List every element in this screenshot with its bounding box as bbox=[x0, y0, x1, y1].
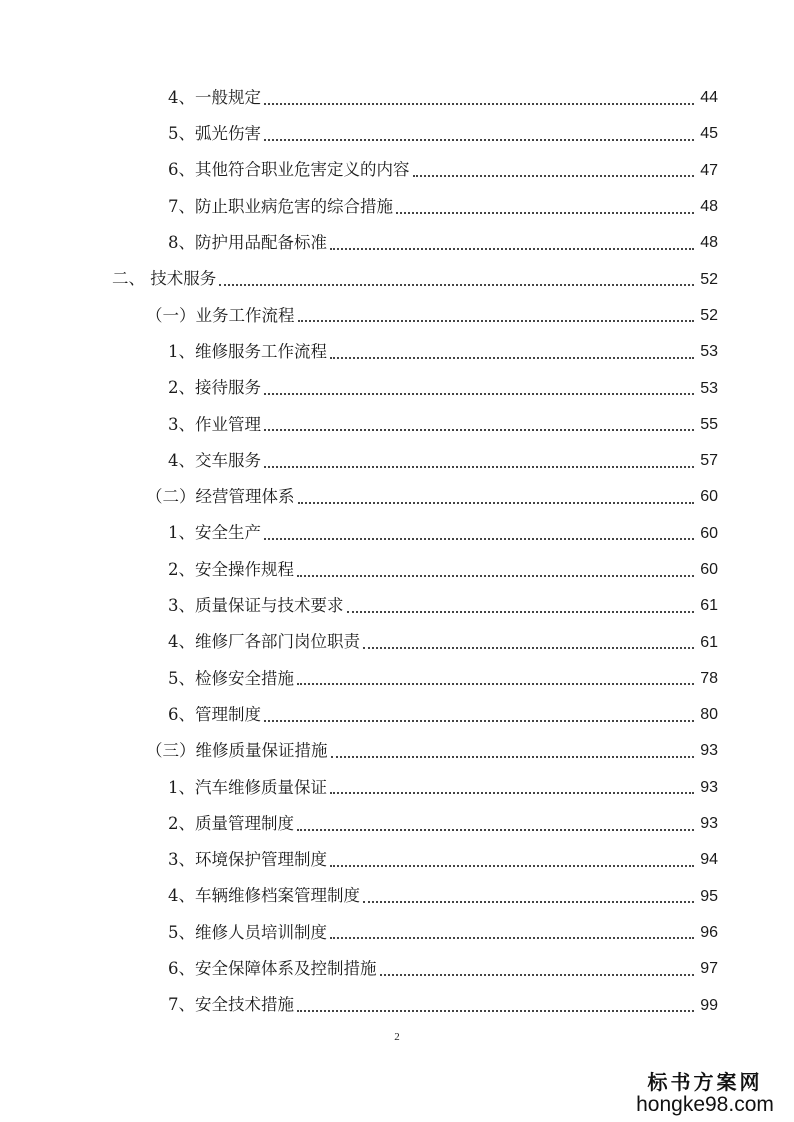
toc-entry-label: 6、安全保障体系及控制措施 bbox=[168, 959, 377, 979]
toc-dot-leader bbox=[347, 610, 695, 613]
toc-entry-page: 95 bbox=[700, 887, 718, 905]
toc-entry-page: 93 bbox=[700, 815, 718, 833]
toc-dot-leader bbox=[297, 682, 694, 685]
toc-dot-leader bbox=[297, 574, 694, 577]
toc-entry-page: 60 bbox=[700, 561, 718, 578]
toc-entry[interactable] bbox=[0, 770, 794, 806]
toc-dot-leader bbox=[330, 791, 694, 794]
toc-dot-leader bbox=[380, 973, 695, 976]
toc-entry[interactable] bbox=[0, 153, 794, 189]
toc-entry-page: 93 bbox=[700, 778, 718, 796]
toc-entry-page: 53 bbox=[700, 343, 718, 361]
toc-entry-label: 5、维修人员培训制度 bbox=[168, 922, 327, 942]
toc-entry-label: 5、弧光伤害 bbox=[168, 124, 261, 144]
toc-dot-leader bbox=[264, 392, 694, 395]
toc-entry-label: 6、其他符合职业危害定义的内容 bbox=[168, 160, 410, 180]
toc-entry-label: 3、作业管理 bbox=[168, 414, 261, 434]
toc-entry[interactable] bbox=[0, 879, 794, 915]
toc-entry[interactable] bbox=[0, 516, 794, 552]
toc-dot-leader bbox=[330, 936, 694, 939]
toc-dot-leader bbox=[264, 428, 694, 431]
toc-entry[interactable] bbox=[0, 624, 794, 660]
toc-entry-page: 99 bbox=[700, 996, 718, 1014]
toc-entry[interactable] bbox=[0, 298, 794, 334]
toc-dot-leader bbox=[264, 102, 694, 105]
toc-dot-leader bbox=[330, 864, 694, 867]
toc-entry-page: 61 bbox=[700, 633, 718, 651]
toc-entry[interactable] bbox=[0, 806, 794, 842]
toc-dot-leader bbox=[413, 174, 695, 177]
toc-entry-label: 4、车辆维修档案管理制度 bbox=[168, 886, 360, 906]
table-of-contents bbox=[0, 80, 794, 1024]
toc-entry-label: 7、安全技术措施 bbox=[168, 995, 294, 1015]
toc-dot-leader bbox=[264, 138, 694, 141]
toc-entry-label: 2、接待服务 bbox=[168, 378, 261, 398]
toc-dot-leader bbox=[396, 211, 694, 214]
toc-entry-page: 97 bbox=[700, 960, 718, 978]
toc-entry-label: 7、防止职业病危害的综合措施 bbox=[168, 196, 393, 216]
watermark-title: 标书方案网 bbox=[647, 1069, 763, 1094]
toc-entry-label: 8、防护用品配备标准 bbox=[168, 233, 327, 253]
toc-entry-label: 1、安全生产 bbox=[168, 523, 261, 543]
toc-entry-page: 60 bbox=[700, 488, 718, 506]
toc-dot-leader bbox=[297, 1009, 694, 1012]
toc-entry-label: 5、检修安全措施 bbox=[168, 668, 294, 688]
toc-dot-leader bbox=[363, 900, 694, 903]
toc-entry-page: 57 bbox=[700, 452, 718, 470]
toc-entry-label: 二、 技术服务 bbox=[112, 269, 217, 289]
toc-dot-leader bbox=[331, 755, 695, 758]
toc-entry-label: 2、质量管理制度 bbox=[168, 813, 294, 833]
toc-entry-label: （一）业务工作流程 bbox=[146, 305, 295, 325]
toc-entry-label: 4、维修厂各部门岗位职责 bbox=[168, 632, 360, 652]
toc-entry-label: 1、维修服务工作流程 bbox=[168, 341, 327, 361]
toc-entry-label: 3、质量保证与技术要求 bbox=[168, 596, 344, 616]
toc-dot-leader bbox=[298, 501, 695, 504]
toc-entry-label: 3、环境保护管理制度 bbox=[168, 850, 327, 870]
toc-entry-label: 4、交车服务 bbox=[168, 450, 261, 470]
toc-entry[interactable] bbox=[0, 842, 794, 878]
toc-dot-leader bbox=[264, 719, 694, 722]
toc-entry-label: 1、汽车维修质量保证 bbox=[168, 777, 327, 797]
toc-entry-page: 52 bbox=[700, 270, 718, 288]
toc-entry[interactable] bbox=[0, 189, 794, 225]
page-number: 2 bbox=[394, 1031, 400, 1043]
toc-entry[interactable] bbox=[0, 370, 794, 406]
toc-entry-label: 6、管理制度 bbox=[168, 704, 261, 724]
toc-dot-leader bbox=[297, 828, 694, 831]
toc-dot-leader bbox=[298, 319, 695, 322]
toc-entry[interactable] bbox=[0, 225, 794, 261]
toc-entry-page: 93 bbox=[700, 742, 718, 760]
toc-entry[interactable] bbox=[0, 951, 794, 987]
toc-entry-page: 53 bbox=[700, 379, 718, 397]
toc-dot-leader bbox=[219, 283, 694, 286]
toc-entry-page: 47 bbox=[700, 161, 718, 179]
toc-entry[interactable] bbox=[0, 479, 794, 515]
toc-entry-page: 80 bbox=[700, 706, 718, 724]
toc-entry-page: 78 bbox=[700, 669, 718, 687]
toc-entry-page: 44 bbox=[700, 89, 718, 107]
toc-entry-page: 45 bbox=[700, 125, 718, 143]
toc-entry[interactable] bbox=[0, 915, 794, 951]
toc-entry-page: 61 bbox=[700, 597, 718, 615]
toc-dot-leader bbox=[330, 356, 694, 359]
toc-entry[interactable] bbox=[0, 588, 794, 624]
toc-entry-page: 48 bbox=[700, 234, 718, 252]
toc-entry[interactable] bbox=[0, 443, 794, 479]
watermark-url: hongke98.com bbox=[636, 1092, 774, 1116]
toc-entry[interactable] bbox=[0, 987, 794, 1023]
toc-entry-label: 2、安全操作规程 bbox=[168, 559, 294, 579]
toc-entry-page: 94 bbox=[700, 851, 718, 869]
toc-entry[interactable] bbox=[0, 334, 794, 370]
toc-entry-page: 60 bbox=[700, 524, 718, 542]
toc-entry-label: （三）维修质量保证措施 bbox=[146, 741, 328, 761]
toc-entry[interactable] bbox=[0, 552, 794, 588]
toc-entry-page: 52 bbox=[700, 306, 718, 324]
toc-entry-label: 4、一般规定 bbox=[168, 87, 261, 107]
toc-entry[interactable] bbox=[0, 116, 794, 152]
toc-dot-leader bbox=[330, 247, 694, 250]
toc-entry[interactable] bbox=[0, 407, 794, 443]
toc-dot-leader bbox=[264, 465, 694, 468]
toc-entry[interactable] bbox=[0, 733, 794, 769]
watermark-logo bbox=[630, 1071, 780, 1116]
toc-dot-leader bbox=[363, 646, 694, 649]
toc-dot-leader bbox=[264, 537, 694, 540]
toc-entry[interactable] bbox=[0, 661, 794, 697]
toc-entry[interactable] bbox=[0, 261, 794, 297]
toc-entry[interactable] bbox=[0, 80, 794, 116]
toc-entry-page: 55 bbox=[700, 415, 718, 433]
toc-entry-page: 48 bbox=[700, 198, 718, 216]
toc-entry-page: 96 bbox=[700, 923, 718, 941]
toc-entry[interactable] bbox=[0, 697, 794, 733]
toc-entry-label: （二）经营管理体系 bbox=[146, 487, 295, 507]
